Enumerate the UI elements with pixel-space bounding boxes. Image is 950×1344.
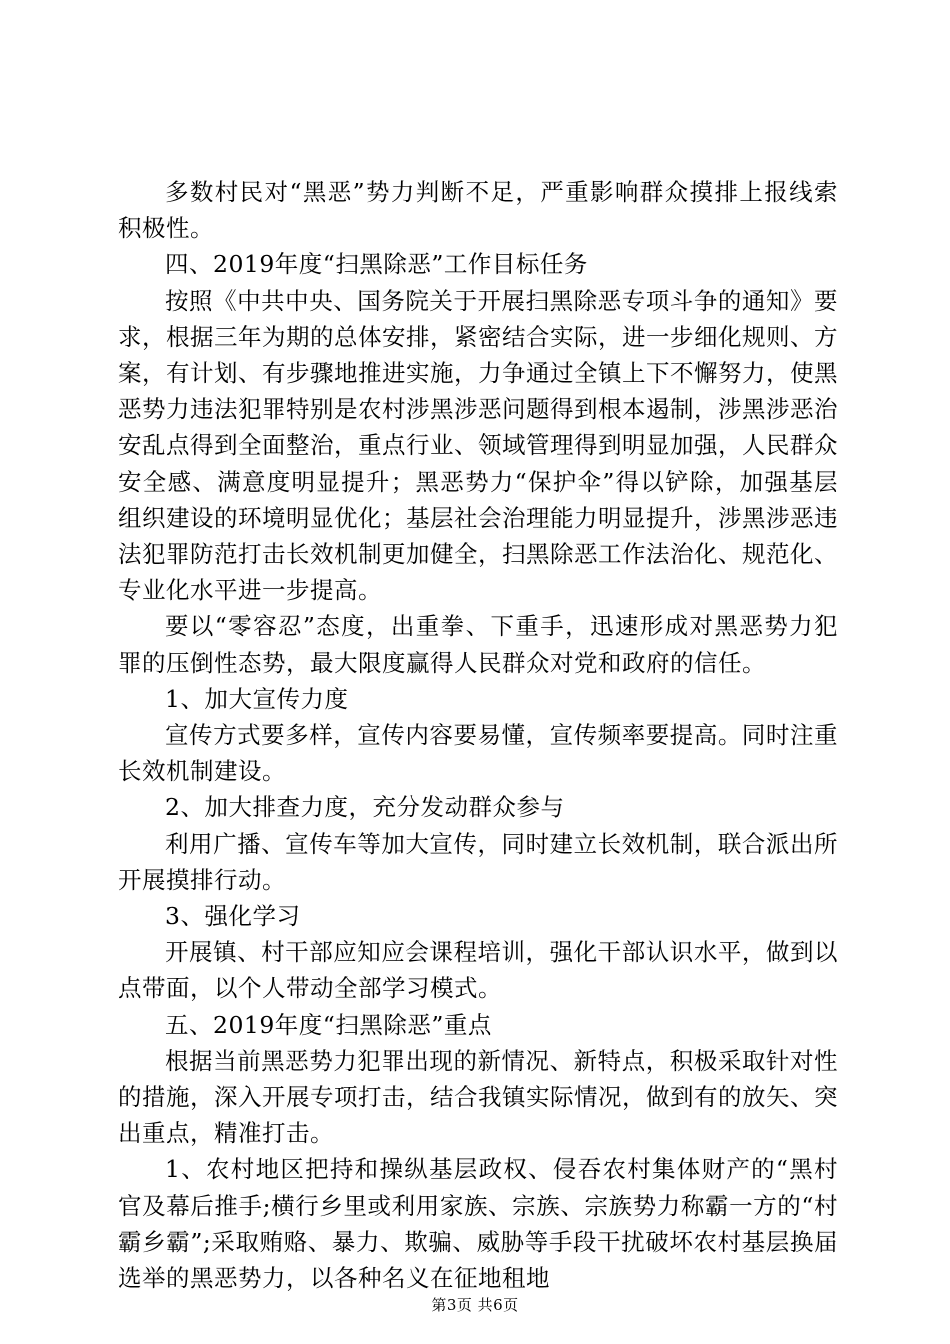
heading-section-four: 四、2019年度“扫黑除恶”工作目标任务 [165, 250, 588, 279]
heading-item-3-study: 3、强化学习 [165, 902, 301, 931]
heading-item-2-investigation: 2、加大排查力度，充分发动群众参与 [165, 793, 565, 822]
paragraph-publicity: 宣传方式要多样，宣传内容要易懂，宣传频率要提高。同时注重长效机制建设。 [118, 721, 838, 786]
paragraph-key-points: 根据当前黑恶势力犯罪出现的新情况、新特点，积极采取针对性的措施，深入开展专项打击，结合我镇实际情况，做到有的放矢、突出重点，精准打击。 [118, 1046, 838, 1148]
heading-section-five: 五、2019年度“扫黑除恶”重点 [165, 1010, 492, 1039]
paragraph-villager-awareness: 多数村民对“黑恶”势力判断不足，严重影响群众摸排上报线索积极性。 [118, 178, 838, 243]
document-body [118, 174, 838, 1296]
page-number-footer: 第3页 共6页 [431, 1296, 519, 1314]
paragraph-investigation: 利用广播、宣传车等加大宣传，同时建立长效机制，联合派出所开展摸排行动。 [118, 829, 838, 894]
paragraph-study: 开展镇、村干部应知应会课程培训，强化干部认识水平，做到以点带面，以个人带动全部学习模式。 [118, 938, 838, 1003]
heading-item-1-publicity: 1、加大宣传力度 [165, 684, 349, 713]
paragraph-zero-tolerance: 要以“零容忍”态度，出重拳、下重手，迅速形成对黑恶势力犯罪的压倒性态势，最大限度赢得人民群众对党和政府的信任。 [118, 612, 838, 677]
paragraph-goals: 按照《中共中央、国务院关于开展扫黑除恶专项斗争的通知》要求，根据三年为期的总体安排，紧密结合实际，进一步细化规则、方案，有计划、有步骤地推进实施，力争通过全镇上下不懈努力，使黑恶势力违法犯罪特别是农村涉黑涉恶问题得到根本遏制，涉黑涉恶治安乱点得到全面整治，重点行业、领域管理得到明显加强，人民群众安全感、满意度明显提升；黑恶势力“保护伞”得以铲除，加强基层组织建设的环境明显优化；基层社会治理能力明显提升，涉黑涉恶违法犯罪防范打击长效机制更加健全，扫黑除恶工作法治化、规范化、专业化水平进一步提高。 [118, 286, 838, 605]
paragraph-rural-focus: 1、农村地区把持和操纵基层政权、侵吞农村集体财产的“黑村官及幕后推手;横行乡里或利用家族、宗族、宗族势力称霸一方的“村霸乡霸”;采取贿赂、暴力、欺骗、威胁等手段干扰破坏农村基层换届选举的黑恶势力，以各种名义在征地租地 [118, 1155, 838, 1293]
